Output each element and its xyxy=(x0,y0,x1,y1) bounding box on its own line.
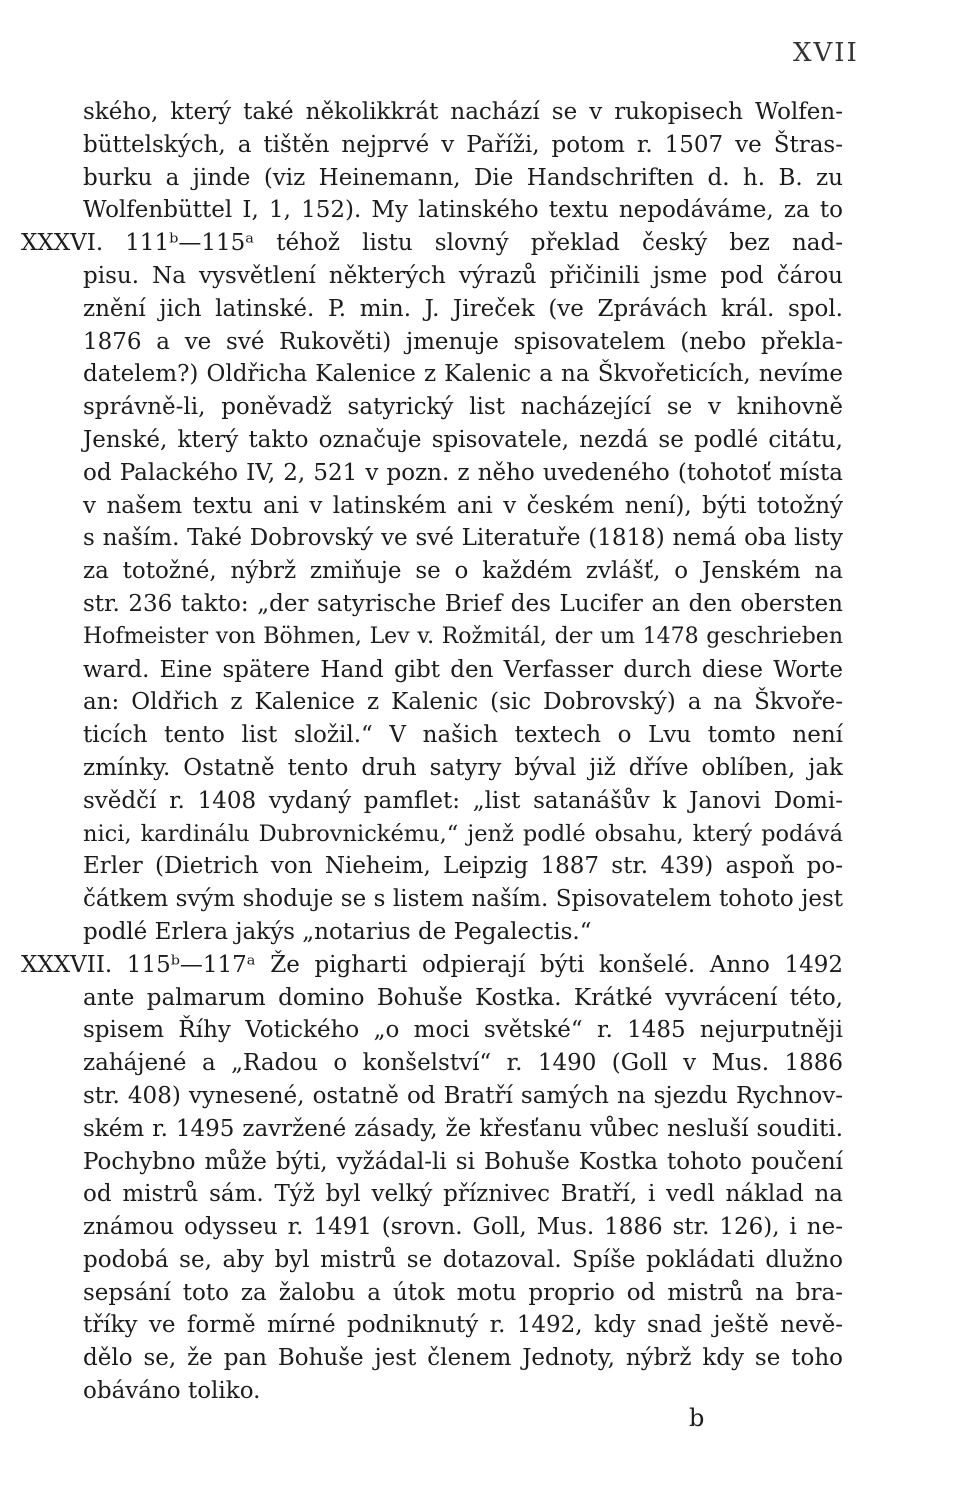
text-line: ského, který také několikkrát nachází se v rukopisech Wolfen- xyxy=(83,99,843,125)
text-line: Jenské, který takto označuje spisovatele, nezdá se podlé citátu, xyxy=(83,426,843,453)
text-line: zahájené a „Radou o konšelství“ r. 1490 (Goll v Mus. 1886 xyxy=(83,1050,843,1077)
text-line: s naším. Také Dobrovský ve své Literatuře (1818) nemá oba listy xyxy=(83,525,843,552)
body-text xyxy=(21,96,843,1408)
text-line: od mistrů sám. Týž byl velký příznivec Bratří, i vedl náklad na xyxy=(83,1181,843,1208)
text-line-section-xxxvi: XXXVI. 111ᵇ—115ᵃ téhož listu slovný překlad český bez nad- xyxy=(21,230,843,257)
text-line: podlé Erlera jakýs „notarius de Pegalectis.“ xyxy=(83,918,592,945)
text-line: dělo se, že pan Bohuše jest členem Jednoty, nýbrž kdy se toho xyxy=(83,1345,843,1372)
text-line: v našem textu ani v latinském ani v českém není), býti totožný xyxy=(83,492,843,519)
page-number: XVII xyxy=(793,38,859,68)
text-line: 1876 a ve své Rukověti) jmenuje spisovatelem (nebo překla- xyxy=(83,328,843,355)
text-line: čátkem svým shoduje se s listem naším. Spisovatelem tohoto jest xyxy=(83,886,843,913)
text-line-section-xxxvii: XXXVII. 115ᵇ—117ᵃ Že pigharti odpierají býti konšelé. Anno 1492 xyxy=(21,951,843,978)
text-line: správně-li, poněvadž satyrický list nacházející se v knihovně xyxy=(83,394,843,421)
text-line: Wolfenbüttel I, 1, 152). My latinského textu nepodáváme, za to xyxy=(83,197,843,224)
text-line: svědčí r. 1408 vydaný pamflet: „list satanášův k Janovi Domi- xyxy=(83,787,843,814)
text-line: od Palackého IV, 2, 521 v pozn. z něho uvedeného (tohotoť místa xyxy=(83,459,843,486)
text-line: Pochybno může býti, vyžádal-li si Bohuše Kostka tohoto poučení xyxy=(83,1148,843,1175)
text-line: spisem Říhy Votického „o moci světské“ r. 1485 nejurputněji xyxy=(83,1017,843,1044)
text-line: známou odysseu r. 1491 (srovn. Goll, Mus. 1886 str. 126), i ne- xyxy=(83,1214,843,1241)
text-line: ante palmarum domino Bohuše Kostka. Krátké vyvrácení této, xyxy=(83,984,843,1011)
text-line: ském r. 1495 zavržené zásady, že křesťanu vůbec nesluší souditi. xyxy=(83,1115,843,1142)
text-line: nici, kardinálu Dubrovnickému,“ jenž podlé obsahu, který podává xyxy=(83,820,843,847)
signature-mark: b xyxy=(689,1404,705,1432)
text-line: sepsání toto za žalobu a útok motu proprio od mistrů na bra- xyxy=(83,1279,843,1306)
text-line: str. 408) vynesené, ostatně od Bratří samých na sjezdu Rychnov- xyxy=(83,1082,843,1109)
text-line: podobá se, aby byl mistrů se dotazoval. Spíše pokládati dlužno xyxy=(83,1246,843,1273)
text-line: str. 236 takto: „der satyrische Brief des Lucifer an den obersten xyxy=(83,590,843,617)
text-line: pisu. Na vysvětlení některých výrazů přičinili jsme pod čárou xyxy=(83,262,843,289)
text-line: burku a jinde (viz Heinemann, Die Handschriften d. h. B. zu xyxy=(83,164,843,191)
text-line: ward. Eine spätere Hand gibt den Verfasser durch diese Worte xyxy=(83,656,843,683)
text-line: büttelských, a tištěn nejprvé v Paříži, potom r. 1507 ve Štras- xyxy=(83,131,843,158)
text-line: ticích tento list složil.“ V našich textech o Lvu tomto není xyxy=(83,722,843,749)
text-line: znění jich latinské. P. min. J. Jireček (ve Zprávách král. spol. xyxy=(83,295,843,322)
text-line: zmínky. Ostatně tento druh satyry býval již dříve oblíben, jak xyxy=(83,754,843,781)
text-line: datelem?) Oldřicha Kalenice z Kalenic a na Škvořeticích, nevíme xyxy=(83,361,843,388)
text-line: tříky ve formě mírné podniknutý r. 1492, kdy snad ještě nevě- xyxy=(83,1312,843,1339)
text-line: za totožné, nýbrž zmiňuje se o každém zvlášť, o Jenském na xyxy=(83,558,843,585)
text-line: Erler (Dietrich von Nieheim, Leipzig 1887 str. 439) aspoň po- xyxy=(83,853,843,880)
text-line: an: Oldřich z Kalenice z Kalenic (sic Dobrovský) a na Škvoře- xyxy=(83,689,843,716)
text-line: Hofmeister von Böhmen, Lev v. Rožmitál, der um 1478 geschrieben xyxy=(83,623,843,649)
text-line: obáváno toliko. xyxy=(83,1378,261,1405)
